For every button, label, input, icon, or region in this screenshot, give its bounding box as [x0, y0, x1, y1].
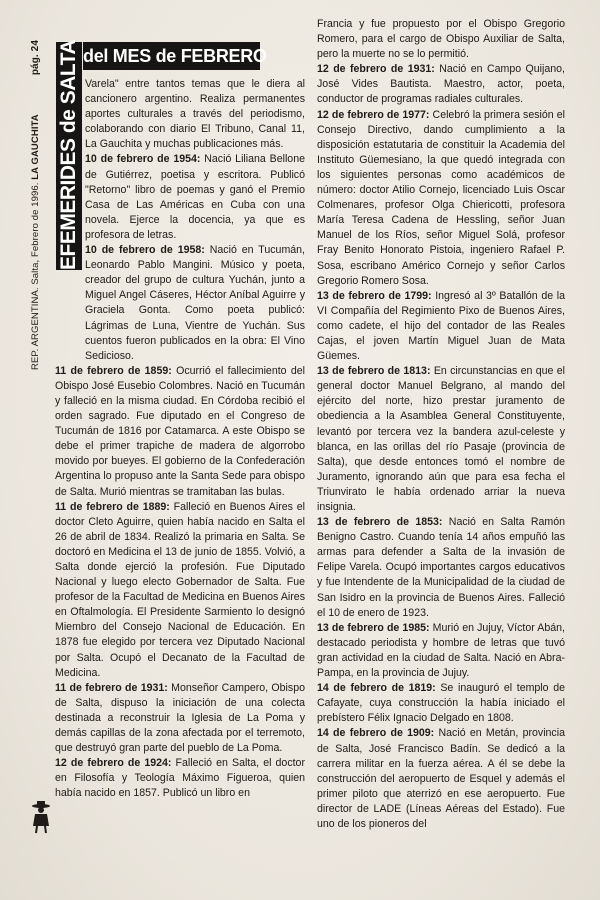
entry-text: Monseñor Campero, Obispo de Salta, dispuso la iniciación de una colecta destinada a reconstruir la Iglesia de La Poma y demás capillas de la zona afectada por el terremoto, que destruyó gran parte del pueblo de La Poma.	[55, 681, 305, 755]
entry-paragraph	[317, 515, 565, 621]
entry-date: 13 de febrero de 1853:	[317, 516, 443, 529]
magazine-name: LA GAUCHITA	[29, 114, 41, 180]
entry-text: Se inauguró el templo de Cafayate, cuya construcción la había iniciado el prebístero Félix Ignacio Delgado en 1808.	[317, 682, 565, 725]
entry-date: 10 de febrero de 1954:	[85, 153, 201, 166]
entry-text: Varela" entre tantos temas que le diera al cancionero argentino. Realiza permanentes aportes culturales a través del periodismo, colaborando con diario El Tribuno, Canal 11, La Gauchita y muchas publicaciones más.	[85, 78, 305, 151]
entry-date: 11 de febrero de 1859:	[55, 364, 172, 377]
entry-text: Ingresó al 3º Batallón de la VI Compañía del Regimiento Pixo de Buenos Aires, como cadete, el hijo del contador de las Reales Cajas, el joven Martín Miguel Juan de Mata Güemes.	[317, 289, 565, 363]
entry-date: 14 de febrero de 1819:	[317, 682, 436, 695]
entry-paragraph	[317, 108, 565, 289]
title-banner-horizontal: del MES de FEBRERO	[83, 42, 260, 70]
entry-date: 13 de febrero de 1799:	[317, 289, 432, 302]
entry-text: Nació en Salta Ramón Benigno Castro. Cuando tenía 14 años empuñó las armas para defender a Salta de la invasión de Felipe Varela. Ocupó importantes cargos educativos y fue Intendente de la Municipalidad de la ciudad de San Isidro en la provincia de Buenos Aires. Falleció el 10 de enero de 1923.	[317, 516, 565, 619]
entry-date: 10 de febrero de 1958:	[85, 244, 205, 257]
entry-text: Ocurrió el fallecimiento del Obispo José Eusebio Colombres. Nació en Tucumán y falleció en la misma ciudad. En Córdoba recibió el orden sagrado. Fue diputado en el Congreso de Tucumán de 1816 por Catamarca. A este Obispo se debe el primer trapiche de madera de algorrobo movido por bueyes. El gobierno de la Confederación Argentina lo propuso ante la Santa Sede para obispo de Salta. Murió mientras se tramitaban las bulas.	[55, 364, 305, 498]
column-2	[317, 17, 565, 832]
entry-text: Falleció en Buenos Aires el doctor Cleto Aguirre, quien había nacido en Salta el 26 de abril de 1834. Realizó la primaria en Salta. Se doctoró en Medicina el 13 de junio de 1855. Volvió, a Salta donde ejerció la profesión. Fue Diputado Nacional y luego electo Gobernador de Salta. Fue profesor de la Facultad de Medicina en Buenos Aires en Oftalmología. El Presidente Sarmiento lo designó Miembro del Consejo Nacional de Educación. En 1878 fue elegido por tercera vez Diputado Nacional por Salta. Ocupó el Decanato de la Facultad de Medicina.	[55, 500, 306, 679]
entry-text: Francia y fue propuesto por el Obispo Gregorio Romero, para el cargo de Obispo Auxiliar de Salta, pero la muerte no se lo permitió.	[317, 18, 565, 61]
entry-text: Falleció en Salta, el doctor en Filosofía y Teología Máximo Figueroa, quien había nacido en 1857. Publicó un libro en	[55, 757, 305, 800]
entry-paragraph	[55, 364, 305, 500]
entry-text: Murió en Jujuy, Víctor Abán, destacado periodista y hombre de letras que tuvó gran actividad en la ciudad de Salta. Nació en Abra-Pampa, en la provincia de Jujuy.	[317, 621, 565, 680]
entry-paragraph	[317, 364, 565, 515]
entry-date: 11 de febrero de 1889:	[55, 500, 170, 513]
entry-paragraph	[55, 756, 305, 801]
title-vertical: EFEMERIDES de SALTA	[57, 39, 80, 270]
entry-paragraph	[317, 726, 565, 832]
entry-date: 13 de febrero de 1985:	[317, 621, 430, 634]
entry-paragraph	[317, 289, 565, 364]
entry-text: Nació en Campo Quijano, José Vides Bautista. Maestro, actor, poeta, conductor de programas radiales culturales.	[317, 63, 565, 106]
page-number: pág. 24	[29, 40, 41, 76]
entry-paragraph	[317, 62, 565, 107]
entry-date: 12 de febrero de 1931:	[317, 63, 435, 76]
entry-paragraph	[85, 152, 305, 243]
entry-date: 12 de febrero de 1977:	[317, 108, 430, 121]
publication-info: REP. ARGENTINA. Salta, Febrero de 1996. LA GAUCHITA	[29, 114, 41, 370]
entry-date: 13 de febrero de 1813:	[317, 365, 431, 378]
entry-paragraph	[317, 681, 565, 726]
entry-text: Nació en Metán, provincia de Salta, José Francisco Badín. Se dedicó a la carrera militar en la fuerza aérea. A él se debe la construcción del aeropuerto de Esquel y además el primer piloto que aterrizó en ese aeropuerto. Fue director de LADE (Líneas Aéreas del Estado). Fue uno de los pioneros del	[317, 727, 565, 830]
entry-paragraph	[317, 621, 565, 681]
entry-paragraph	[317, 17, 565, 62]
entry-text: Nació en Tucumán, Leonardo Pablo Mangini. Músico y poeta, creador del grupo de cultura Yuchán, junto a Miguel Angel Cáseres, Héctor Aníbal Aguirre y Graciela Gonta. Como poeta publicó: Lágrimas de Luna, Vientre de Yuchán. Sus cuentos fueron publicados en la obra: El Vino Sedicioso.	[85, 244, 305, 362]
title-banner-vertical	[56, 39, 82, 270]
entry-paragraph	[55, 500, 305, 681]
entry-date: 11 de febrero de 1931:	[55, 681, 168, 694]
entry-date: 12 de febrero de 1924:	[55, 757, 172, 770]
entry-text: En circunstancias en que el general doctor Manuel Belgrano, al mando del ejército del norte, hizo prestar juramento de obediencia a la Asamblea General Constituyente, levantó por tercera vez la bandera azul-celeste y blanca, en las orillas del río Pasaje (provincia de Salta), que desde entonces tomó el nombre de Juramento, ignorando aún que para esa fecha el Triunvirato le había ordenado arriar la nueva insignia.	[317, 365, 565, 513]
entry-date: 14 de febrero de 1909:	[317, 727, 435, 740]
entry-paragraph	[85, 243, 305, 364]
entry-paragraph	[55, 681, 305, 756]
side-strip	[20, 40, 50, 370]
entry-text: Nació Liliana Bellone de Gutiérrez, poetisa y escritora. Publicó "Retorno" libro de poemas y ganó el Premio Casa de Las Américas en Cuba con una novela. Ejerce la docencia, ya que es profesora de letras.	[85, 153, 305, 241]
gaucho-figure-icon	[30, 800, 52, 834]
entry-text: Celebró la primera sesión el Consejo Directivo, dando cumplimiento a la disposición estatutaria de constituir la Academia del Instituto Güemesiano, la que quedó integrada con los siguientes personas como académicos de número: doctor Atilio Cornejo, licenciado Luis Oscar Colmenares, profesor Olga Chiericotti, profesora María Teresa Cadena de Hessling, señor Juan Manuel de los Ríos, señor Miguel Solá, profesor Fray Benito Honorato Pistoia, ingeniero Rafael P. Sosa, escribano Américo Cornejo y señor Carlos Gregorio Romero Sosa.	[317, 108, 565, 287]
entry-paragraph	[85, 77, 305, 152]
